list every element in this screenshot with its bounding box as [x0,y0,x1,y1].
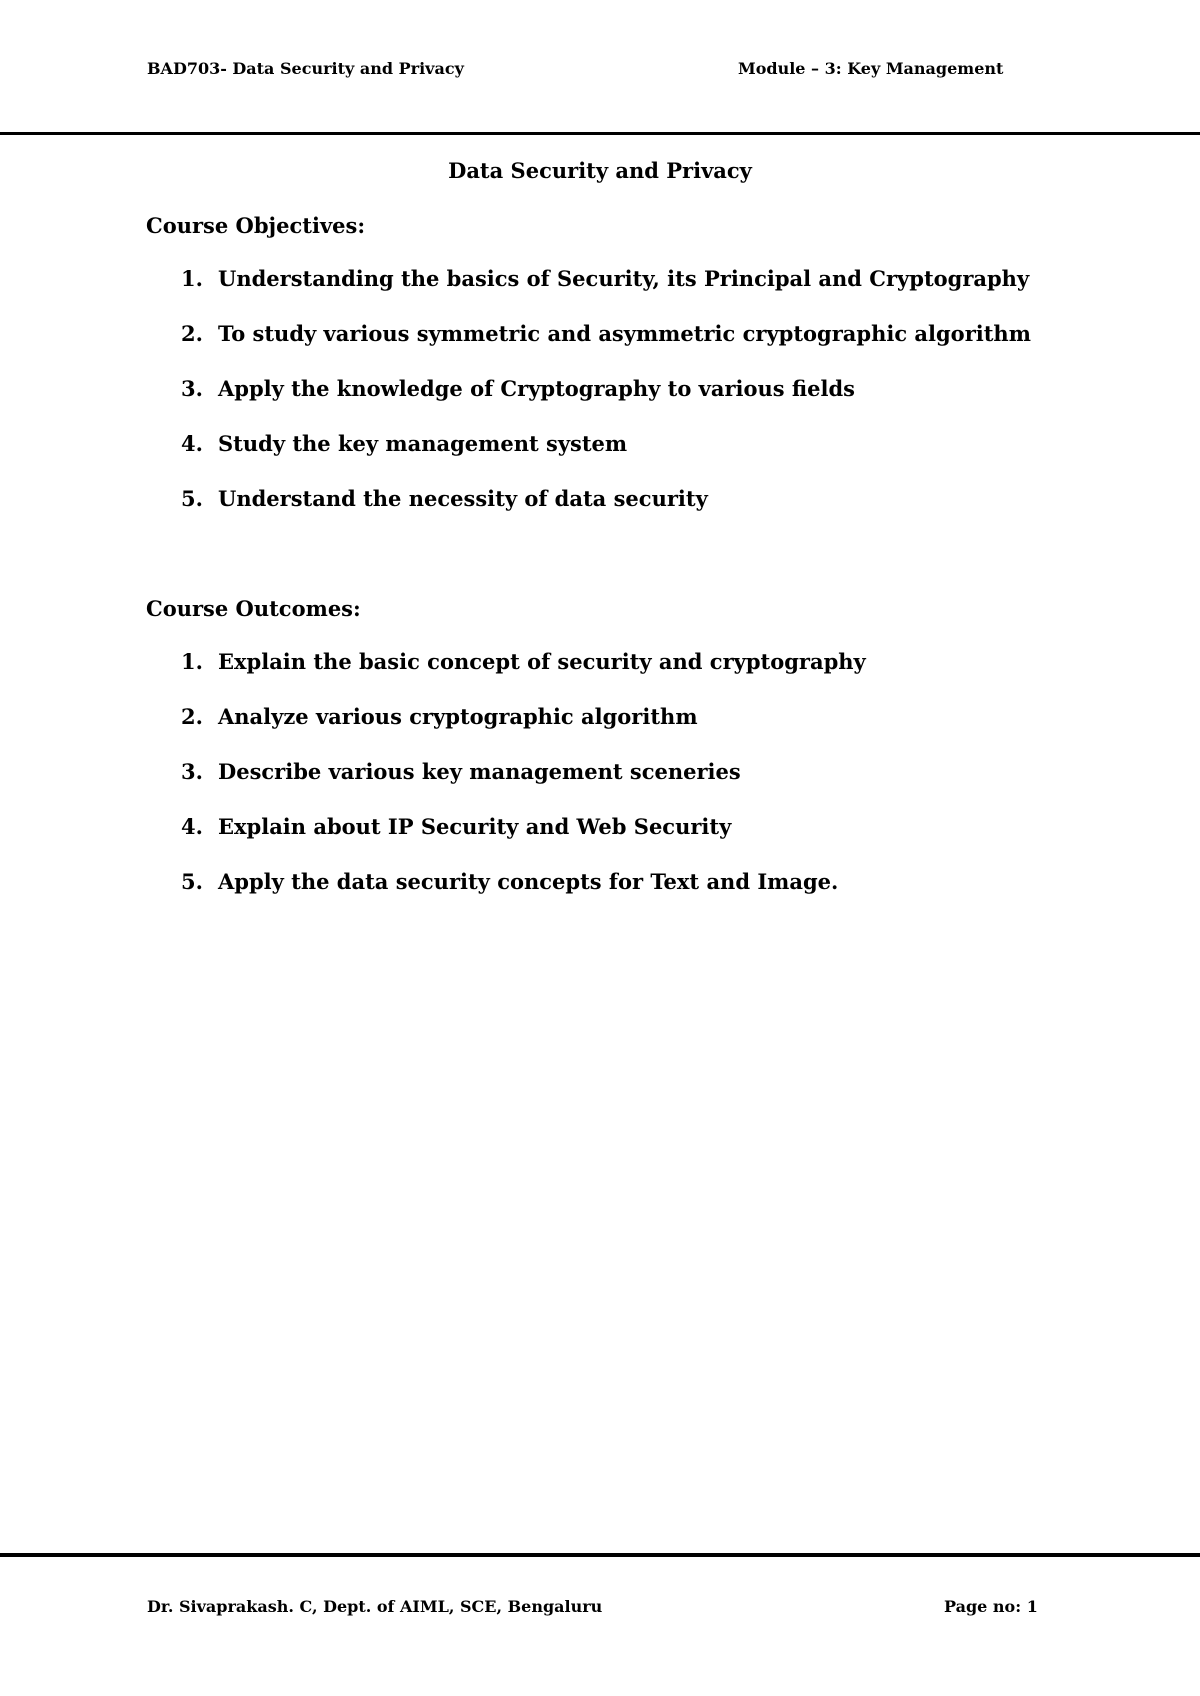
item-number: 2. [181,321,203,346]
item-number: 1. [181,266,203,291]
item-number: 3. [181,376,203,401]
item-text: Explain about IP Security and Web Security [218,814,732,839]
item-text: Understand the necessity of data security [218,486,708,511]
item-text: Explain the basic concept of security and cryptography [218,649,866,674]
outcomes-heading: Course Outcomes: [146,596,361,621]
item-text: Understanding the basics of Security, its Principal and Cryptography [218,266,1030,291]
item-number: 4. [181,431,203,456]
footer-author: Dr. Sivaprakash. C, Dept. of AIML, SCE, Bengaluru [147,1597,603,1616]
header-divider [0,132,1200,135]
footer-divider [0,1553,1200,1557]
item-text: Study the key management system [218,431,628,456]
item-text: Describe various key management sceneries [218,759,741,784]
item-text: Apply the data security concepts for Text and Image. [218,869,839,894]
item-number: 2. [181,704,203,729]
item-number: 1. [181,649,203,674]
item-number: 4. [181,814,203,839]
page-title: Data Security and Privacy [448,158,752,183]
header-course-code: BAD703- Data Security and Privacy [147,59,464,78]
item-number: 3. [181,759,203,784]
item-number: 5. [181,869,203,894]
item-text: Apply the knowledge of Cryptography to various fields [218,376,856,401]
page-number: Page no: 1 [944,1597,1038,1616]
item-text: Analyze various cryptographic algorithm [218,704,698,729]
item-number: 5. [181,486,203,511]
header-module-title: Module – 3: Key Management [738,59,1004,78]
objectives-heading: Course Objectives: [146,213,366,238]
item-text: To study various symmetric and asymmetric cryptographic algorithm [218,321,1031,346]
